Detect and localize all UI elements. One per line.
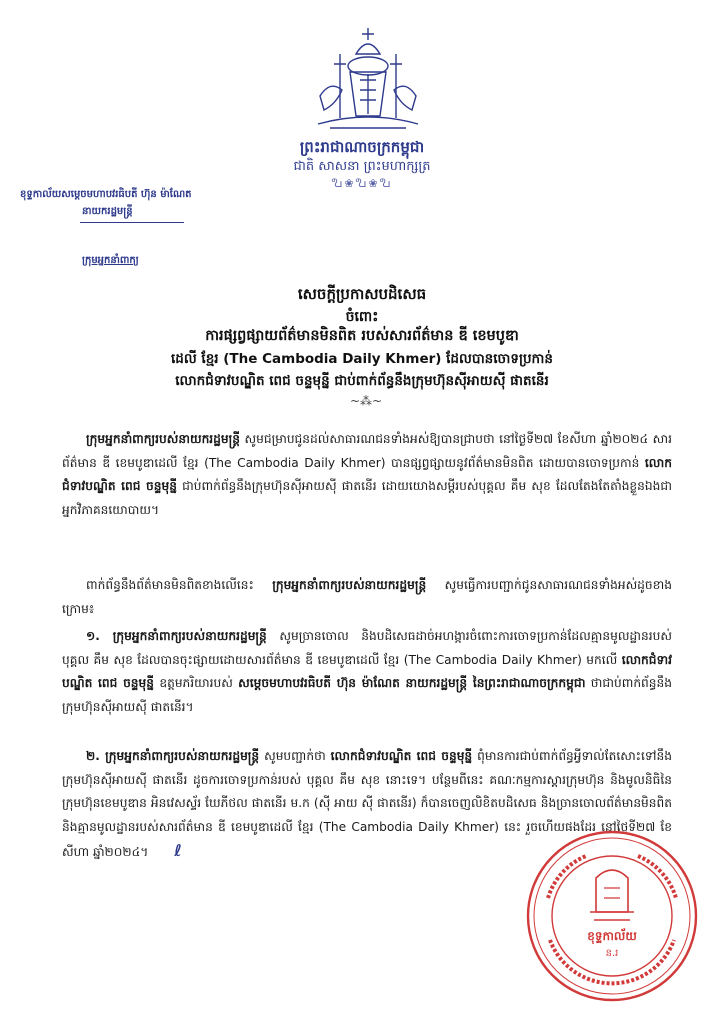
title-subject-label: ចំពោះ <box>345 309 379 325</box>
point-number: ២. <box>86 749 106 763</box>
kingdom-name: ព្រះរាជាណាចក្រកម្ពុជា <box>299 138 425 156</box>
prime-minister-title: សម្តេចមហាបវរធិបតី ហ៊ុន ម៉ាណែត នាយករដ្ឋមន្ត្រី នៃព្រះរាជាណាចក្រកម្ពុជា <box>238 676 586 690</box>
title-subject-line-2: ដេលី ខ្មែរ (The Cambodia Daily Khmer) ដែលបានចោទប្រកាន់ <box>171 351 553 367</box>
office-name: ខុទ្ទកាល័យសម្តេចមហាបវរធិបតី ហ៊ុន ម៉ាណែត <box>20 189 192 200</box>
spokesperson-unit: ក្រុមអ្នកនាំពាក្យរបស់នាយករដ្ឋមន្ត្រី <box>272 578 427 592</box>
spokesperson-unit: ក្រុមអ្នកនាំពាក្យរបស់នាយករដ្ឋមន្ត្រី <box>112 629 267 643</box>
seal-sub-text: ន.រ <box>605 948 619 959</box>
office-department: ក្រុមអ្នកនាំពាក្យ <box>82 255 139 266</box>
spokesperson-unit: ក្រុមអ្នកនាំពាក្យរបស់នាយករដ្ឋមន្ត្រី <box>86 432 241 446</box>
person-name: លោកជំទាវបណ្ឌិត ពេជ ចន្ទមុន្នី <box>62 455 672 493</box>
title-subject-line-3: លោកជំទាវបណ្ឌិត ពេជ ចន្ទមុន្នី ជាប់ពាក់ព័ន្ធនឹងក្រុមហ៊ុនស៊ីអាយស៊ី ផាតនើរ <box>175 373 549 389</box>
seal-center-text: ខុទ្ទកាល័យ <box>587 929 637 943</box>
paragraph-clarification <box>62 574 672 621</box>
office-divider <box>80 222 184 223</box>
national-motto: ជាតិ សាសនា ព្រះមហាក្សត្រ <box>293 159 431 174</box>
person-name: លោកជំទាវបណ្ឌិត ពេជ ចន្ទមុន្នី <box>330 749 473 763</box>
office-role: នាយករដ្ឋមន្ត្រី <box>82 206 133 217</box>
spokesperson-unit: ក្រុមអ្នកនាំពាក្យរបស់នាយករដ្ឋមន្ត្រី <box>105 749 260 763</box>
paragraph-text: សូមច្រានចោល និងបដិសេធដាច់អហង្ការចំពោះការចោទប្រកាន់ដែលគ្មានមូលដ្ឋានរបស់បុគ្គល គឹម សុខ ដែលបានចុះផ្សាយដោយសារព័ត៌មាន ឌី ខេមបូឌាដេលី ខ្មែរ (The Cambodia Daily Khmer) មកលើ <box>62 629 672 667</box>
point-number: ១. <box>86 629 113 643</box>
paragraph-text: សូមជម្រាបជូនដល់សាធារណជនទាំងអស់ឱ្យបានជ្រាបថា នៅថ្ងៃទី២៧ ខែសីហា ឆ្នាំ២០២៤ សារព័ត៌មាន ឌី ខេមបូឌាដេលី ខ្មែរ (The Cambodia Daily Khmer) បានផ្សព្វផ្សាយនូវព័ត៌មានមិនពិត ដោយបានចោទប្រកាន់ <box>62 432 672 470</box>
paragraph-point-1 <box>62 625 672 719</box>
royal-emblem-icon <box>310 24 426 136</box>
motto-ornament: 𑿐❀𑿐❀𑿐 <box>331 177 393 190</box>
paragraph-text: សូមធ្វើការបញ្ជាក់ជូនសាធារណជនទាំងអស់ដូចខាងក្រោម៖ <box>62 578 672 616</box>
paragraph-text: សូមបញ្ជាក់ថា <box>259 749 331 763</box>
paragraph-text: ឧត្តមភរិយារបស់ <box>154 676 239 690</box>
paragraph-text: ថាជាប់ពាក់ព័ន្ធនឹងក្រុមហ៊ុនស៊ីអាយស៊ី ផាតនើរ។ <box>62 676 673 714</box>
paragraph-text: ជាប់ពាក់ព័ន្ធនឹងក្រុមហ៊ុនស៊ីអាយស៊ី ផាតនើរ ដោយយោងសម្តីរបស់បុគ្គល គឹម សុខ ដែលតែងតែតាំងខ្លួនឯងជាអ្នកវិភាគនយោបាយ។ <box>62 479 672 517</box>
paragraph-text: ពុំមានការជាប់ពាក់ព័ន្ធអ្វីទាល់តែសោះទៅនឹងក្រុមហ៊ុនស៊ីអាយស៊ី ផាតនើរ ដូចការចោទប្រកាន់របស់ បុគ្គល គឹម សុខ នោះទេ។ បន្ថែមពីនេះ គណៈកម្មការស្តារក្រុមហ៊ុន និងមូលនិធិនៃក្រុមហ៊ុនខេមបូឌាន អិនវេសស្ទ័រ ឃែភីថល ផាតនើរ ម.ក (ស៊ី អាយ ស៊ី ផាតនើរ) ក៏បានចេញលិខិតបដិសេធ និងច្រានចោលព័ត៌មានមិនពិត និងគ្មានមូលដ្ឋានរបស់សារព័ត៌មាន ឌី ខេមបូឌាដេលី ខ្មែរ (The Cambodia Daily Khmer) នេះ រួចហើយផងដែរ នៅថ្ងៃទី២៧ ខែសីហា ឆ្នាំ២០២៤។ <box>62 749 672 859</box>
title-divider-icon: ~⁂~ <box>350 394 383 408</box>
paragraph-intro <box>62 428 672 522</box>
handwritten-initials: ℓ <box>174 841 182 860</box>
paragraph-text: ពាក់ព័ន្ធនឹងព័ត៌មានមិនពិតខាងលើនេះ <box>86 578 273 592</box>
person-name: លោកជំទាវបណ្ឌិត ពេជ ចន្ទមុន្នី <box>62 652 672 690</box>
title-subject-line-1: ការផ្សព្វផ្សាយព័ត៌មានមិនពិត របស់សារព័ត៌មាន ឌី ខេមបូឌា <box>205 328 519 344</box>
document-title: សេចក្តីប្រកាសបដិសេធ <box>297 285 427 303</box>
official-seal-icon <box>524 828 700 1004</box>
